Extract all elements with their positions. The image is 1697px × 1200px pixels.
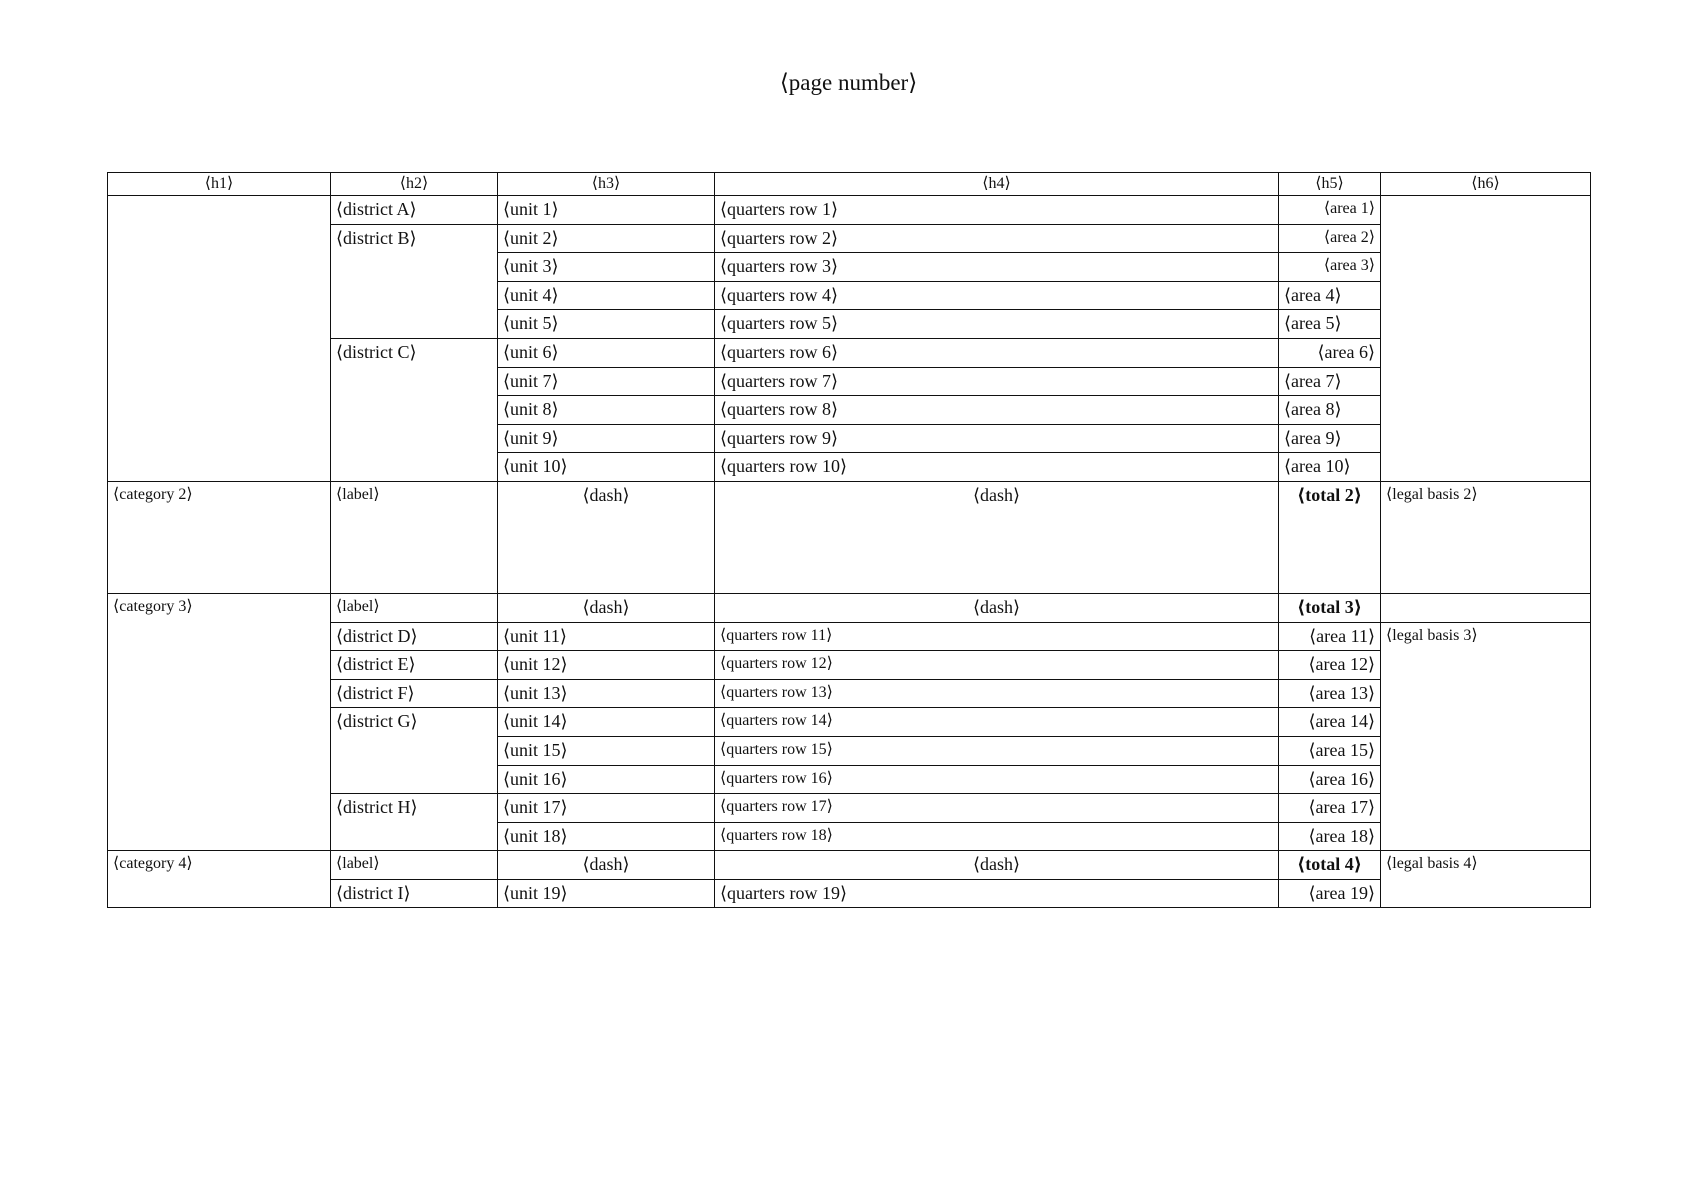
total-cell: ⟨total 4⟩ [1279, 851, 1381, 880]
basis-cell-empty [1381, 196, 1591, 482]
area-cell: ⟨area 9⟩ [1279, 424, 1381, 453]
quarters-cell: ⟨quarters row 7⟩ [715, 367, 1279, 396]
dash-cell: ⟨dash⟩ [715, 481, 1279, 593]
area-cell: ⟨area 19⟩ [1279, 879, 1381, 908]
quarters-cell: ⟨quarters row 11⟩ [715, 622, 1279, 651]
unit-cell: ⟨unit 18⟩ [498, 822, 715, 851]
table-row [108, 794, 1591, 823]
table-row [108, 879, 1591, 908]
quarters-cell: ⟨quarters row 13⟩ [715, 679, 1279, 708]
column-header: ⟨h1⟩ [108, 173, 331, 196]
area-cell: ⟨area 12⟩ [1279, 651, 1381, 680]
unit-cell: ⟨unit 10⟩ [498, 453, 715, 482]
table-row-total [108, 593, 1591, 622]
area-cell: ⟨area 17⟩ [1279, 794, 1381, 823]
quarters-cell: ⟨quarters row 9⟩ [715, 424, 1279, 453]
quarters-cell: ⟨quarters row 17⟩ [715, 794, 1279, 823]
total-cell: ⟨total 3⟩ [1279, 593, 1381, 622]
column-header: ⟨h6⟩ [1381, 173, 1591, 196]
unit-cell: ⟨unit 13⟩ [498, 679, 715, 708]
table-row [108, 338, 1591, 367]
quarters-cell: ⟨quarters row 2⟩ [715, 224, 1279, 253]
unit-cell: ⟨unit 16⟩ [498, 765, 715, 794]
area-cell: ⟨area 1⟩ [1279, 196, 1381, 225]
column-header: ⟨h4⟩ [715, 173, 1279, 196]
category-cell: ⟨category 4⟩ [108, 851, 331, 908]
quarters-cell: ⟨quarters row 8⟩ [715, 396, 1279, 425]
area-cell: ⟨area 10⟩ [1279, 453, 1381, 482]
basis-cell: ⟨legal basis 4⟩ [1381, 851, 1591, 908]
unit-cell: ⟨unit 17⟩ [498, 794, 715, 823]
dash-cell: ⟨dash⟩ [715, 851, 1279, 880]
table-row [108, 679, 1591, 708]
dash-cell: ⟨dash⟩ [715, 593, 1279, 622]
quarters-cell: ⟨quarters row 18⟩ [715, 822, 1279, 851]
area-cell: ⟨area 8⟩ [1279, 396, 1381, 425]
quarters-cell: ⟨quarters row 14⟩ [715, 708, 1279, 737]
unit-cell: ⟨unit 4⟩ [498, 281, 715, 310]
total-label-cell: ⟨label⟩ [331, 851, 498, 880]
unit-cell: ⟨unit 8⟩ [498, 396, 715, 425]
district-cell: ⟨district I⟩ [331, 879, 498, 908]
total-label-cell: ⟨label⟩ [331, 481, 498, 593]
dash-cell: ⟨dash⟩ [498, 481, 715, 593]
area-cell: ⟨area 13⟩ [1279, 679, 1381, 708]
basis-cell: ⟨legal basis 2⟩ [1381, 481, 1591, 593]
quarters-cell: ⟨quarters row 15⟩ [715, 736, 1279, 765]
table-row [108, 224, 1591, 253]
unit-cell: ⟨unit 12⟩ [498, 651, 715, 680]
unit-cell: ⟨unit 2⟩ [498, 224, 715, 253]
unit-cell: ⟨unit 5⟩ [498, 310, 715, 339]
unit-cell: ⟨unit 9⟩ [498, 424, 715, 453]
category-cell-empty [108, 196, 331, 482]
column-header: ⟨h3⟩ [498, 173, 715, 196]
forest-register-table [107, 172, 1591, 908]
unit-cell: ⟨unit 1⟩ [498, 196, 715, 225]
area-cell: ⟨area 14⟩ [1279, 708, 1381, 737]
table-row [108, 651, 1591, 680]
area-cell: ⟨area 18⟩ [1279, 822, 1381, 851]
unit-cell: ⟨unit 3⟩ [498, 253, 715, 282]
district-cell: ⟨district E⟩ [331, 651, 498, 680]
quarters-cell: ⟨quarters row 3⟩ [715, 253, 1279, 282]
area-cell: ⟨area 6⟩ [1279, 338, 1381, 367]
district-cell: ⟨district B⟩ [331, 224, 498, 338]
dash-cell: ⟨dash⟩ [498, 593, 715, 622]
district-cell: ⟨district A⟩ [331, 196, 498, 225]
quarters-cell: ⟨quarters row 12⟩ [715, 651, 1279, 680]
unit-cell: ⟨unit 6⟩ [498, 338, 715, 367]
unit-cell: ⟨unit 7⟩ [498, 367, 715, 396]
table-row-total [108, 481, 1591, 593]
dash-cell: ⟨dash⟩ [498, 851, 715, 880]
total-cell: ⟨total 2⟩ [1279, 481, 1381, 593]
basis-cell: ⟨legal basis 3⟩ [1381, 622, 1591, 851]
category-cell: ⟨category 2⟩ [108, 481, 331, 593]
column-header: ⟨h2⟩ [331, 173, 498, 196]
unit-cell: ⟨unit 11⟩ [498, 622, 715, 651]
table-row [108, 622, 1591, 651]
total-label-cell: ⟨label⟩ [331, 593, 498, 622]
district-cell: ⟨district D⟩ [331, 622, 498, 651]
quarters-cell: ⟨quarters row 10⟩ [715, 453, 1279, 482]
quarters-cell: ⟨quarters row 19⟩ [715, 879, 1279, 908]
quarters-cell: ⟨quarters row 4⟩ [715, 281, 1279, 310]
table-row [108, 196, 1591, 225]
quarters-cell: ⟨quarters row 5⟩ [715, 310, 1279, 339]
quarters-cell: ⟨quarters row 16⟩ [715, 765, 1279, 794]
area-cell: ⟨area 3⟩ [1279, 253, 1381, 282]
unit-cell: ⟨unit 15⟩ [498, 736, 715, 765]
district-cell: ⟨district C⟩ [331, 338, 498, 481]
unit-cell: ⟨unit 14⟩ [498, 708, 715, 737]
area-cell: ⟨area 5⟩ [1279, 310, 1381, 339]
table-row-total [108, 851, 1591, 880]
district-cell: ⟨district G⟩ [331, 708, 498, 794]
area-cell: ⟨area 11⟩ [1279, 622, 1381, 651]
unit-cell: ⟨unit 19⟩ [498, 879, 715, 908]
quarters-cell: ⟨quarters row 6⟩ [715, 338, 1279, 367]
area-cell: ⟨area 2⟩ [1279, 224, 1381, 253]
quarters-cell: ⟨quarters row 1⟩ [715, 196, 1279, 225]
area-cell: ⟨area 15⟩ [1279, 736, 1381, 765]
page-number: ⟨page number⟩ [779, 70, 918, 95]
district-cell: ⟨district H⟩ [331, 794, 498, 851]
area-cell: ⟨area 7⟩ [1279, 367, 1381, 396]
column-number-row [108, 173, 1591, 196]
table-row [108, 708, 1591, 737]
area-cell: ⟨area 4⟩ [1279, 281, 1381, 310]
area-cell: ⟨area 16⟩ [1279, 765, 1381, 794]
column-header: ⟨h5⟩ [1279, 173, 1381, 196]
district-cell: ⟨district F⟩ [331, 679, 498, 708]
category-cell: ⟨category 3⟩ [108, 593, 331, 850]
basis-cell-empty [1381, 593, 1591, 622]
